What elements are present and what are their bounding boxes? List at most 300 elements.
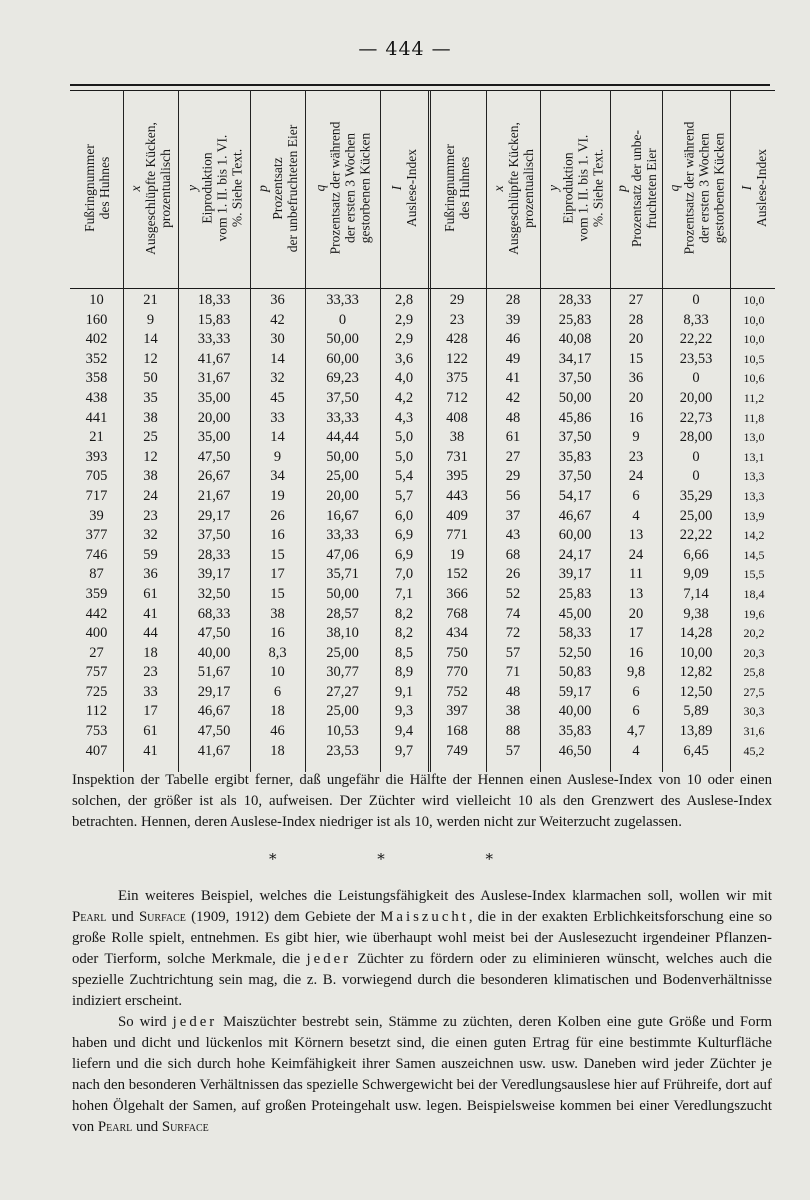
table-row xyxy=(70,409,778,429)
table-cell: 10,0 xyxy=(743,312,765,327)
table-cell: 32 xyxy=(270,370,285,387)
column-header-line: vom 1. II. bis 1. VI. xyxy=(214,134,229,242)
paragraph-mais-example: Ein weiteres Beispiel, welches die Leistungsfähigkeit des Auslese-Index klarmachen soll, wollen wir mit Pearl und Surface (1909, 1912) dem Gebiete der Maiszucht, die in der exakten Erblichkeitsforschung eine so große Rolle spielt, entnehmen. Es gibt hier, wie überhaupt wohl meist bei der Auslesezucht irgendeiner Pflanzen- oder Tierform, solche Merkmale, die jeder Züchter zu fördern oder zu eliminieren wünscht, welches auch die spezielle Zuchtrichtung sein mag, die z. B. vorwiegend durch die besonderen klimatischen und Bodenverhältnisse indiziert erscheint. xyxy=(72,888,772,1009)
table-cell: 725 xyxy=(85,683,108,700)
table-cell: 19 xyxy=(270,487,285,504)
table-cell: 407 xyxy=(85,742,108,759)
table-cell: 47,50 xyxy=(197,625,231,642)
table-cell: 25,00 xyxy=(326,644,359,661)
table-cell: 4 xyxy=(632,742,640,759)
table-cell: 25 xyxy=(143,429,158,446)
column-header xyxy=(730,92,778,284)
table-cell: 442 xyxy=(85,605,108,622)
table-cell: 33 xyxy=(143,683,158,700)
table-cell: 28,00 xyxy=(679,429,713,446)
author-pearl-2: Pearl xyxy=(97,1119,133,1135)
table-cell: 37,50 xyxy=(558,429,592,446)
table-cell: 4 xyxy=(632,507,640,524)
column-header-line: Eiproduktion xyxy=(199,152,214,224)
column-header xyxy=(380,92,428,284)
table-cell: 45 xyxy=(270,389,285,406)
author-pearl: Pearl xyxy=(72,909,107,925)
table-cell: 122 xyxy=(446,350,468,367)
table-cell: 5,4 xyxy=(394,468,414,485)
table-cell: 8,2 xyxy=(394,605,414,622)
column-symbol: y xyxy=(545,185,560,191)
column-symbol: p xyxy=(613,184,629,192)
table-cell: 15 xyxy=(270,585,285,602)
column-symbol: I xyxy=(389,185,405,191)
table-cell: 56 xyxy=(505,487,521,504)
column-header-line: fruchteten Eier xyxy=(643,147,659,229)
table-cell: 24 xyxy=(628,546,644,563)
table-cell: 50 xyxy=(143,370,158,387)
table-cell: 9,3 xyxy=(394,703,414,720)
table-cell: 38,10 xyxy=(326,625,359,642)
table-cell: 8,9 xyxy=(394,664,414,681)
table-cell: 17 xyxy=(270,566,285,583)
table-cell: 54,17 xyxy=(558,487,592,504)
table-cell: 21,67 xyxy=(197,487,231,504)
table-cell: 28,57 xyxy=(326,605,359,622)
table-row xyxy=(70,702,778,722)
column-header-line: Prozentsatz xyxy=(270,156,285,220)
table-cell: 770 xyxy=(446,664,468,681)
table-cell: 438 xyxy=(85,389,108,406)
table-row xyxy=(70,311,778,331)
table-cell: 23 xyxy=(143,507,158,524)
table-cell: 746 xyxy=(85,546,108,563)
table-cell: 12,50 xyxy=(679,683,713,700)
table-cell: 428 xyxy=(446,331,468,348)
table-cell: 17 xyxy=(143,703,158,720)
table-cell: 10,6 xyxy=(743,371,765,386)
table-cell: 4,2 xyxy=(394,389,414,406)
table-cell: 39,17 xyxy=(197,566,231,583)
table-row xyxy=(70,644,778,664)
table-cell: 28,33 xyxy=(558,292,592,308)
column-header-line: der ersten 3 Wochen xyxy=(342,133,358,244)
table-top-rule-thin xyxy=(70,90,775,91)
table-cell: 6 xyxy=(632,703,640,720)
table-cell: 46,50 xyxy=(558,742,592,759)
table-cell: 112 xyxy=(85,703,108,720)
table-cell: 27 xyxy=(628,292,644,308)
table-cell: 46 xyxy=(270,723,285,740)
table-cell: 50,83 xyxy=(558,664,592,681)
table-cell: 37 xyxy=(505,507,521,524)
column-header-line: des Huhnes xyxy=(457,156,472,220)
table-cell: 16,67 xyxy=(326,507,359,524)
paragraph-maiszuechter: So wird jeder Maiszüchter bestrebt sein, Stämme zu züchten, deren Kolben eine gute Größe und Form haben und dicht und lückenlos mit Körnern besetzt sind, die einen guten Ertrag für eine bestimmte Kulturfläche liefern und die sich durch hohe Keimfähigkeit ihrer Samen auszeichnen usw. usw. Daneben wird jeder Züchter je nach den besonderen Verhältnissen das spezielle Schwergewicht bei der Veredlungsauslese hier auf Frühreife, dort auf hohen Ölgehalt der Samen, auf großen Proteingehalt usw. legen. Beispielsweise kommen bei einer Veredlungszucht von Pearl und Surface xyxy=(72,1014,772,1135)
table-cell: 14,2 xyxy=(743,528,765,543)
table-cell: 717 xyxy=(85,487,108,504)
table-row xyxy=(70,585,778,605)
table-cell: 7,0 xyxy=(394,566,414,583)
table-cell: 771 xyxy=(446,527,468,544)
table-cell: 15,5 xyxy=(743,567,765,582)
table-cell: 35,71 xyxy=(326,566,359,583)
table-cell: 5,0 xyxy=(394,448,414,465)
spaced-term-jeder-2: jeder xyxy=(172,1014,218,1030)
table-cell: 14,5 xyxy=(743,547,765,562)
data-table xyxy=(70,291,778,761)
table-cell: 37,50 xyxy=(558,468,592,485)
table-cell: 0 xyxy=(692,292,700,308)
table-cell: 31,6 xyxy=(743,724,765,739)
table-cell: 40,00 xyxy=(197,644,231,661)
table-cell: 152 xyxy=(446,566,468,583)
column-header-line: Fußringnummer xyxy=(442,144,457,232)
table-cell: 41,67 xyxy=(197,350,231,367)
table-cell: 7,14 xyxy=(683,585,709,602)
column-header xyxy=(123,92,178,284)
author-surface-2: Surface xyxy=(161,1119,209,1135)
table-cell: 48 xyxy=(505,683,521,700)
table-cell: 366 xyxy=(446,585,468,602)
table-cell: 10 xyxy=(270,664,285,681)
table-cell: 20,00 xyxy=(326,487,359,504)
table-row xyxy=(70,507,778,527)
table-cell: 6,0 xyxy=(394,507,414,524)
table-cell: 6 xyxy=(273,683,282,700)
table-cell: 19 xyxy=(449,546,465,563)
column-symbol: y xyxy=(184,185,199,191)
table-cell: 8,5 xyxy=(394,644,414,661)
column-header-text xyxy=(82,144,112,232)
table-cell: 47,50 xyxy=(197,448,231,465)
table-cell: 22,22 xyxy=(679,527,713,544)
table-cell: 6,9 xyxy=(394,527,414,544)
column-symbol: x xyxy=(128,185,143,191)
table-cell: 17 xyxy=(628,625,644,642)
table-cell: 41 xyxy=(143,605,158,622)
table-cell: 39 xyxy=(505,311,521,328)
table-cell: 13,9 xyxy=(743,508,765,523)
table-cell: 42 xyxy=(270,311,285,328)
table-cell: 37,50 xyxy=(326,389,359,406)
table-cell: 25,83 xyxy=(558,585,592,602)
table-cell: 20,3 xyxy=(743,645,765,660)
table-cell: 160 xyxy=(85,311,108,328)
table-cell: 752 xyxy=(446,683,468,700)
table-cell: 358 xyxy=(85,370,108,387)
column-header-line: Prozentsatz der während xyxy=(327,121,343,255)
table-cell: 23,53 xyxy=(326,742,359,759)
table-cell: 35 xyxy=(143,389,158,406)
table-cell: 731 xyxy=(446,448,468,465)
column-header-line: Prozentsatz der unbe- xyxy=(628,129,644,247)
table-cell: 41 xyxy=(505,370,521,387)
table-cell: 27 xyxy=(89,644,104,661)
column-header-line: Prozentsatz der während xyxy=(681,121,697,255)
paragraph-inspection: Inspektion der Tabelle ergibt ferner, daß ungefähr die Hälfte der Hennen einen Auslese-Index von 10 oder einen solchen, der größer ist als 10, aufweisen. Der Züchter wird vielleicht 10 als den Grenzwert des Auslese-Index betrachten. Hennen, deren Auslese-Index niedriger ist als 10, werden nicht zur Weiterzucht zugelassen. xyxy=(72,772,772,830)
table-cell: 36 xyxy=(628,370,644,387)
table-cell: 68 xyxy=(505,546,521,563)
column-header xyxy=(540,92,610,284)
table-cell: 13,3 xyxy=(743,469,765,484)
table-cell: 30,77 xyxy=(326,664,359,681)
column-header-line: %. Siehe Text. xyxy=(229,148,244,228)
table-row xyxy=(70,291,778,311)
table-cell: 408 xyxy=(446,409,468,426)
table-cell: 41,67 xyxy=(197,742,231,759)
table-cell: 11,8 xyxy=(743,410,765,425)
table-top-rule xyxy=(70,84,770,86)
column-symbol: p xyxy=(255,184,270,192)
table-cell: 23 xyxy=(628,448,644,465)
table-cell: 57 xyxy=(505,742,521,759)
column-header-line: prozentualisch xyxy=(158,148,173,228)
table-cell: 71 xyxy=(505,664,521,681)
table-cell: 377 xyxy=(85,527,108,544)
table-cell: 39,17 xyxy=(558,566,592,583)
table-cell: 24 xyxy=(628,468,644,485)
table-cell: 40,08 xyxy=(558,331,592,348)
table-row xyxy=(70,663,778,683)
author-surface: Surface xyxy=(138,909,186,925)
column-header xyxy=(662,92,730,284)
column-symbol: q xyxy=(666,184,682,192)
column-header-line: der ersten 3 Wochen xyxy=(696,133,712,244)
column-header-line: des Huhnes xyxy=(96,156,112,220)
table-cell: 38 xyxy=(143,409,158,426)
page-number: — 444 — xyxy=(358,38,452,60)
table-cell: 5,0 xyxy=(394,429,414,446)
table-cell: 38 xyxy=(270,605,285,622)
table-row xyxy=(70,605,778,625)
table-cell: 13,0 xyxy=(743,430,765,445)
table-cell: 50,00 xyxy=(326,585,359,602)
table-cell: 14,28 xyxy=(679,625,713,642)
column-header-line: %. Siehe Text. xyxy=(590,148,605,228)
table-cell: 705 xyxy=(85,468,108,485)
table-cell: 27,5 xyxy=(743,684,765,699)
column-header-text xyxy=(128,122,173,255)
table-cell: 27 xyxy=(505,448,521,465)
table-row xyxy=(70,350,778,370)
table-cell: 46,67 xyxy=(197,703,231,720)
column-header-text xyxy=(666,122,726,255)
table-row xyxy=(70,526,778,546)
table-cell: 12 xyxy=(143,448,158,465)
table-cell: 11,2 xyxy=(743,390,765,405)
table-cell: 20,00 xyxy=(679,389,713,406)
table-cell: 38 xyxy=(449,429,465,446)
table-cell: 9,7 xyxy=(394,742,414,759)
table-cell: 0 xyxy=(692,468,700,485)
table-cell: 14 xyxy=(143,331,158,348)
table-cell: 29 xyxy=(449,292,465,308)
table-cell: 88 xyxy=(505,723,521,740)
column-header-line: gestorbenen Kücken xyxy=(357,132,373,244)
column-header-text xyxy=(545,135,605,242)
table-cell: 61 xyxy=(143,723,158,740)
table-cell: 21 xyxy=(89,429,104,446)
table-cell: 50,00 xyxy=(326,331,359,348)
table-cell: 25,00 xyxy=(326,703,359,720)
table-cell: 0 xyxy=(338,311,347,328)
table-cell: 30 xyxy=(270,331,285,348)
table-cell: 13,3 xyxy=(743,488,765,503)
table-cell: 52,50 xyxy=(558,644,592,661)
table-cell: 0 xyxy=(692,448,700,465)
table-cell: 31,67 xyxy=(197,370,231,387)
table-cell: 13,89 xyxy=(679,723,713,740)
table-cell: 34,17 xyxy=(558,350,592,367)
table-cell: 375 xyxy=(446,370,468,387)
table-cell: 28 xyxy=(505,292,521,308)
table-cell: 23,53 xyxy=(679,350,713,367)
table-cell: 18 xyxy=(143,644,158,661)
table-cell: 45,00 xyxy=(558,605,592,622)
table-cell: 768 xyxy=(446,605,468,622)
table-cell: 359 xyxy=(85,585,108,602)
table-cell: 23 xyxy=(143,664,158,681)
table-cell: 35,29 xyxy=(679,487,713,504)
table-cell: 168 xyxy=(446,723,468,740)
table-cell: 15 xyxy=(270,546,285,563)
table-cell: 16 xyxy=(270,625,285,642)
table-cell: 32,50 xyxy=(197,585,231,602)
table-cell: 12 xyxy=(143,350,158,367)
table-cell: 10,00 xyxy=(679,644,713,661)
column-header-line: Ausgeschlüpfte Kücken, xyxy=(143,121,158,255)
table-cell: 35,00 xyxy=(197,429,231,446)
table-cell: 24,17 xyxy=(558,546,592,563)
table-header-rule xyxy=(70,288,775,289)
column-header-line: Eiproduktion xyxy=(560,152,575,224)
column-symbol: q xyxy=(312,184,328,192)
table-cell: 38 xyxy=(505,703,521,720)
table-cell: 20,00 xyxy=(197,409,231,426)
column-header-line: prozentualisch xyxy=(520,148,536,228)
table-cell: 37,50 xyxy=(558,370,592,387)
table-cell: 35,00 xyxy=(197,389,231,406)
table-cell: 9,09 xyxy=(683,566,709,583)
table-cell: 2,9 xyxy=(394,331,414,348)
table-row xyxy=(70,448,778,468)
table-cell: 41 xyxy=(143,742,158,759)
table-cell: 10,5 xyxy=(743,351,765,366)
table-cell: 28 xyxy=(628,311,644,328)
column-header-text xyxy=(389,149,419,227)
table-cell: 44 xyxy=(143,625,158,642)
table-cell: 36 xyxy=(143,566,158,583)
table-cell: 18,33 xyxy=(197,292,231,308)
table-cell: 443 xyxy=(446,487,468,504)
table-cell: 60,00 xyxy=(558,527,592,544)
table-cell: 25,00 xyxy=(679,507,713,524)
table-cell: 14 xyxy=(270,429,285,446)
table-cell: 23 xyxy=(449,311,465,328)
table-cell: 5,89 xyxy=(683,703,709,720)
table-cell: 409 xyxy=(446,507,468,524)
column-header-line: Ausgeschlüpfte Kücken, xyxy=(505,121,521,255)
table-row xyxy=(70,428,778,448)
column-header-line: der unbefruchteten Eier xyxy=(285,124,300,252)
table-cell: 753 xyxy=(85,723,108,740)
table-cell: 27,27 xyxy=(326,683,359,700)
column-header-text xyxy=(739,149,769,227)
table-cell: 60,00 xyxy=(326,350,359,367)
table-cell: 40,00 xyxy=(558,703,592,720)
table-cell: 69,23 xyxy=(326,370,359,387)
column-symbol: x xyxy=(490,185,506,191)
table-cell: 59,17 xyxy=(558,683,592,700)
table-cell: 32 xyxy=(143,527,158,544)
table-cell: 18,4 xyxy=(743,586,765,601)
table-cell: 16 xyxy=(270,527,285,544)
table-cell: 434 xyxy=(446,625,468,642)
table-cell: 30,3 xyxy=(743,704,765,719)
table-cell: 18 xyxy=(270,703,285,720)
table-cell: 15,83 xyxy=(197,311,231,328)
column-header xyxy=(250,92,305,284)
column-header-text xyxy=(184,135,244,242)
table-cell: 58,33 xyxy=(558,625,592,642)
column-header-line: Fußringnummer xyxy=(81,144,97,232)
table-cell: 43 xyxy=(505,527,521,544)
table-cell: 4,0 xyxy=(394,370,414,387)
table-cell: 36 xyxy=(270,292,285,308)
column-header xyxy=(610,92,662,284)
table-cell: 6,45 xyxy=(683,742,709,759)
table-cell: 22,73 xyxy=(679,409,713,426)
table-cell: 46,67 xyxy=(558,507,592,524)
table-cell: 402 xyxy=(85,331,108,348)
column-header xyxy=(70,92,123,284)
table-cell: 9,4 xyxy=(394,723,414,740)
table-cell: 25,8 xyxy=(743,665,765,680)
table-cell: 45,86 xyxy=(558,409,592,426)
table-cell: 749 xyxy=(446,742,468,759)
table-cell: 11 xyxy=(629,566,643,583)
table-cell: 50,00 xyxy=(326,448,359,465)
table-cell: 24 xyxy=(143,487,158,504)
table-cell: 37,50 xyxy=(197,527,231,544)
table-cell: 33,33 xyxy=(326,409,359,426)
table-cell: 15 xyxy=(628,350,644,367)
table-cell: 10 xyxy=(89,292,104,308)
table-cell: 45,2 xyxy=(743,743,765,758)
table-cell: 34 xyxy=(270,468,285,485)
table-row xyxy=(70,389,778,409)
table-cell: 10,0 xyxy=(743,293,765,307)
column-header xyxy=(428,92,486,284)
table-cell: 33 xyxy=(270,409,285,426)
table-cell: 4,3 xyxy=(394,409,414,426)
table-cell: 51,67 xyxy=(197,664,231,681)
table-cell: 20 xyxy=(628,605,644,622)
table-cell: 9 xyxy=(632,429,640,446)
section-divider-stars: * * * xyxy=(268,850,542,868)
column-header-text xyxy=(614,130,659,247)
table-cell: 352 xyxy=(85,350,108,367)
table-row xyxy=(70,369,778,389)
spaced-term-maiszucht: Maiszucht xyxy=(380,909,469,925)
table-cell: 33,33 xyxy=(326,292,359,308)
table-cell: 8,3 xyxy=(268,644,287,661)
column-header xyxy=(486,92,540,284)
table-cell: 22,22 xyxy=(679,331,713,348)
table-cell: 29,17 xyxy=(197,507,231,524)
table-cell: 49 xyxy=(505,350,521,367)
table-cell: 13 xyxy=(628,527,644,544)
table-cell: 39 xyxy=(89,507,104,524)
table-cell: 8,2 xyxy=(394,625,414,642)
table-row xyxy=(70,330,778,350)
